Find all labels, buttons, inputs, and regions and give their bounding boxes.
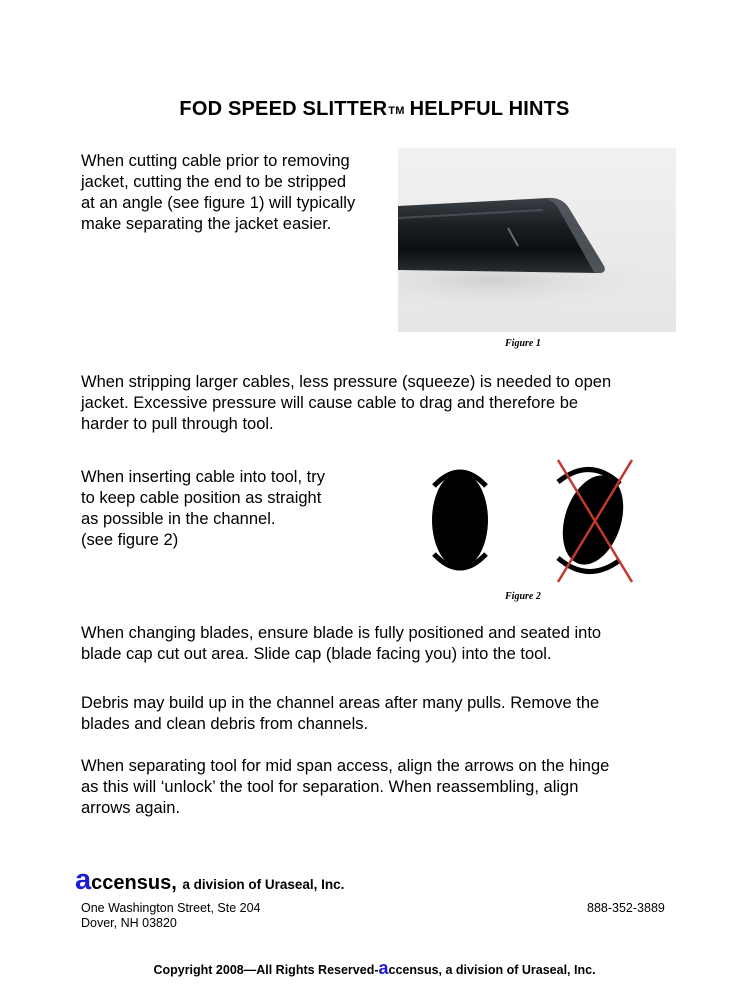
address-line: Dover, NH 03820 <box>81 916 177 930</box>
company-phone: 888-352-3889 <box>587 901 665 915</box>
hint-line: blades and clean debris from channels. <box>81 715 369 733</box>
hint-line: When stripping larger cables, less pressure (squeeze) is needed to open <box>81 373 612 391</box>
copyright-brand-rest: ccensus, a division of Uraseal, Inc. <box>388 963 596 977</box>
hint-line: Debris may build up in the channel areas after many pulls. Remove the <box>81 694 600 712</box>
hint-line: When cutting cable prior to removing <box>81 152 350 170</box>
hint-line: jacket. Excessive pressure will cause cable to drag and therefore be <box>81 394 579 412</box>
hint-line: When inserting cable into tool, try <box>81 468 325 486</box>
brand-name: ccensus, <box>91 872 177 894</box>
hint-line: as this will ‘unlock’ the tool for separation. When reassembling, align <box>81 778 579 796</box>
hint-line: blade cap cut out area. Slide cap (blade facing you) into the tool. <box>81 645 552 663</box>
page-title <box>0 98 749 121</box>
hint-mid-span <box>81 756 609 819</box>
hint-line: as possible in the channel. <box>81 510 276 528</box>
hint-line: at an angle (see figure 1) will typically <box>81 194 356 212</box>
cable-angle-cut-image <box>398 148 676 332</box>
hint-line: When changing blades, ensure blade is fully positioned and seated into <box>81 624 602 642</box>
figure-2-diagram <box>420 456 650 586</box>
copyright-text: Copyright 2008—All Rights Reserved- <box>153 963 379 977</box>
hint-line: harder to pull through tool. <box>81 415 274 433</box>
title-main: FOD SPEED SLITTER <box>179 98 388 120</box>
figure-1-caption: Figure 1 <box>505 338 541 349</box>
cable-straight-correct <box>427 472 493 568</box>
address-line: One Washington Street, Ste 204 <box>81 901 261 915</box>
hint-line: to keep cable position as straight <box>81 489 322 507</box>
figure-2-svg <box>420 456 650 586</box>
hint-line: (see figure 2) <box>81 531 179 549</box>
figure-1-cable-photo <box>398 148 676 332</box>
hint-angle-cut <box>81 151 355 235</box>
company-logo <box>75 864 344 897</box>
figure-2-caption: Figure 2 <box>505 591 541 602</box>
copyright-brand-a: a <box>378 958 389 978</box>
copyright-notice <box>0 958 749 979</box>
hint-pressure <box>81 372 611 435</box>
hint-changing-blades <box>81 623 601 665</box>
cable-tilted-incorrect <box>552 460 634 582</box>
title-rest: HELPFUL HINTS <box>409 98 570 120</box>
brand-tagline: a division of Uraseal, Inc. <box>182 877 345 892</box>
company-address <box>81 901 261 931</box>
hint-insert-straight <box>81 467 325 551</box>
brand-letter-a: a <box>75 864 92 896</box>
hint-line: make separating the jacket easier. <box>81 215 332 233</box>
hint-line: arrows again. <box>81 799 181 817</box>
trademark-symbol: TM <box>388 105 405 117</box>
hint-debris <box>81 693 599 735</box>
hint-line: jacket, cutting the end to be stripped <box>81 173 347 191</box>
hint-line: When separating tool for mid span access, align the arrows on the hinge <box>81 757 610 775</box>
